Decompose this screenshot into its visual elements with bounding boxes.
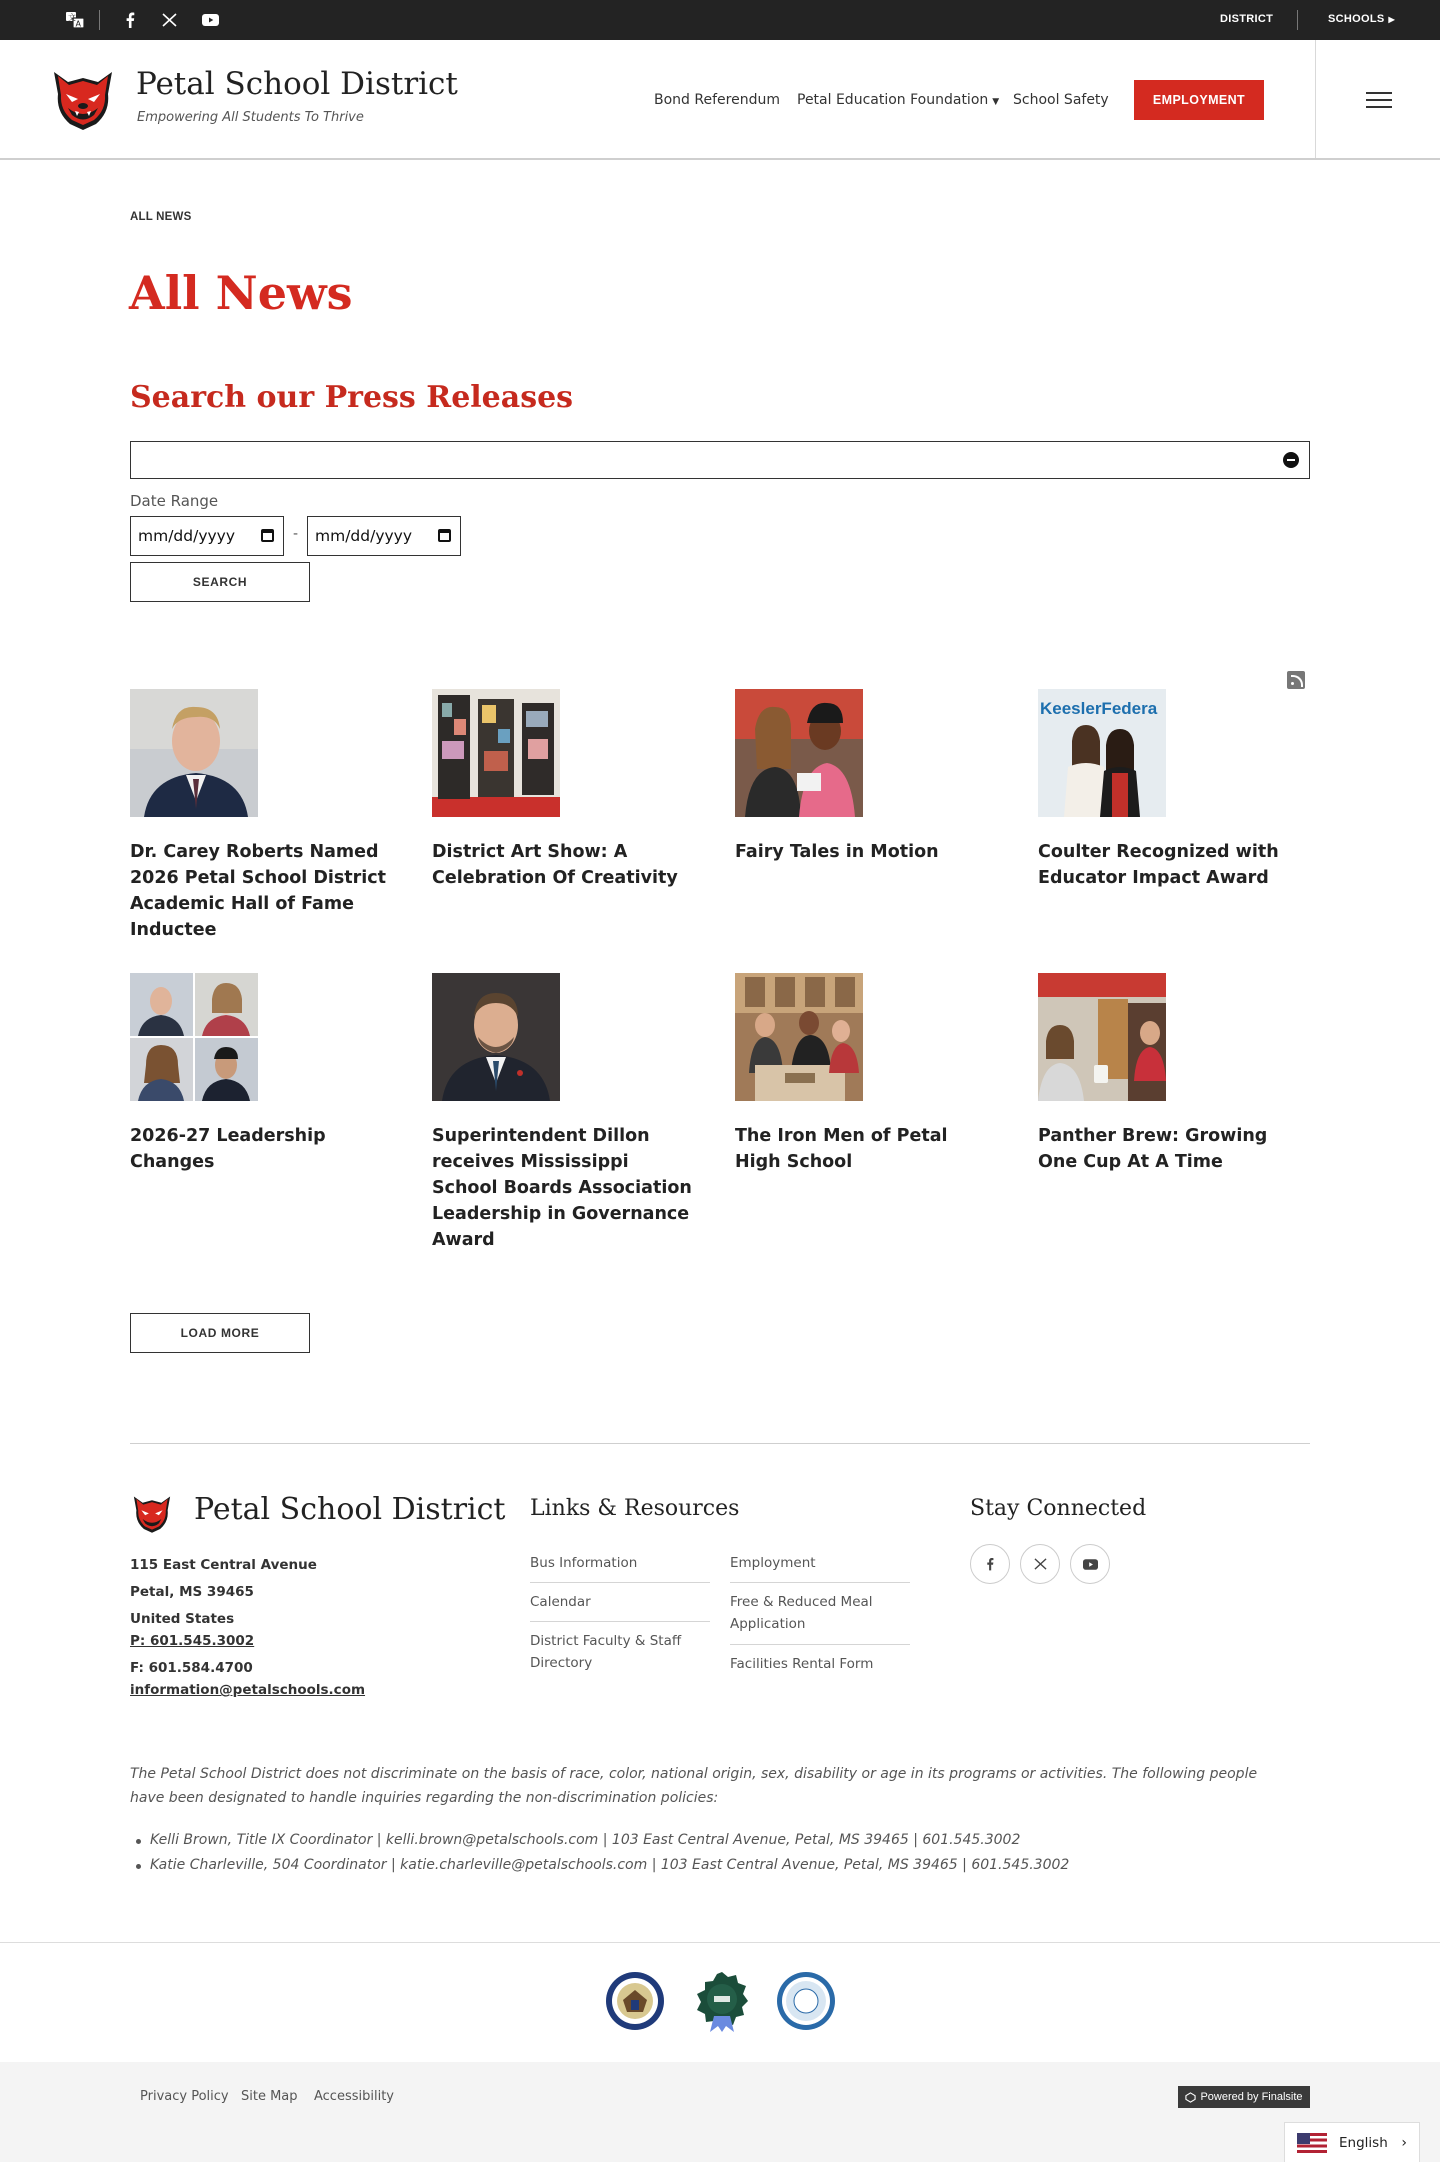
fax-number: F: 601.584.4700 [130, 1660, 253, 1676]
clear-icon[interactable] [1283, 452, 1299, 468]
nav-bond-referendum[interactable]: Bond Referendum [654, 92, 780, 108]
footer-logo[interactable] [130, 1494, 174, 1534]
start-date-input[interactable] [130, 516, 284, 556]
news-item[interactable] [432, 973, 692, 1253]
news-title[interactable]: Dr. Carey Roberts Named 2026 Petal School District Academic Hall of Fame Inductee [130, 842, 387, 940]
powered-by-label: Powered by Finalsite [1200, 2091, 1303, 2103]
site-map-link[interactable]: Site Map [241, 2089, 298, 2104]
footer-title: Petal School District [194, 1492, 506, 1527]
end-date-input[interactable] [307, 516, 461, 556]
seal-divider [0, 1942, 1440, 1943]
address-line-2: Petal, MS 39465 [130, 1584, 254, 1600]
nav-school-safety[interactable]: School Safety [1013, 92, 1109, 108]
address-line-1: 115 East Central Avenue [130, 1557, 317, 1573]
news-title[interactable]: Coulter Recognized with Educator Impact Award [1038, 842, 1279, 888]
footer-bottom-bar [0, 2062, 1440, 2162]
footer-x-icon[interactable] [1020, 1544, 1060, 1584]
title-ix-contact: Kelli Brown, Title IX Coordinator | kelli.brown@petalschools.com | 103 East Central Avenue, Petal, MS 39465 | 601.545.3002 [150, 1832, 1021, 1848]
news-item[interactable] [1038, 973, 1298, 1175]
footer-link-faculty-directory[interactable]: District Faculty & Staff Directory [530, 1633, 682, 1671]
address-country: United States [130, 1611, 235, 1627]
site-title[interactable]: Petal School District [136, 66, 458, 102]
footer-link-meal-application[interactable]: Free & Reduced Meal Application [730, 1594, 873, 1632]
news-title[interactable]: District Art Show: A Celebration Of Creativity [432, 842, 678, 888]
date-range-label: Date Range [130, 492, 219, 510]
employment-button[interactable]: EMPLOYMENT [1134, 80, 1264, 120]
news-thumbnail[interactable] [735, 689, 863, 817]
menu-divider [1315, 40, 1316, 158]
translate-icon[interactable] [66, 11, 84, 29]
search-button[interactable]: SEARCH [130, 562, 310, 602]
news-thumbnail[interactable] [130, 689, 258, 817]
language-selector[interactable] [1284, 2122, 1420, 2162]
news-thumbnail[interactable] [735, 973, 863, 1101]
calendar-icon[interactable] [438, 529, 451, 542]
news-thumbnail[interactable] [130, 973, 258, 1101]
news-item[interactable] [130, 973, 390, 1175]
x-icon[interactable] [160, 11, 178, 29]
footer-facebook-icon[interactable] [970, 1544, 1010, 1584]
footer-link-divider [730, 1644, 910, 1645]
thumb-banner-text: KeeslerFedera [1040, 699, 1158, 718]
search-field [130, 441, 1310, 479]
utility-bar [0, 0, 1440, 40]
date-placeholder: mm/dd/yyyy [138, 527, 236, 545]
footer-divider [130, 1443, 1310, 1444]
rss-icon[interactable] [1287, 671, 1305, 689]
youtube-icon[interactable] [201, 11, 219, 29]
footer-link-bus-information[interactable]: Bus Information [530, 1555, 638, 1571]
news-title[interactable]: The Iron Men of Petal High School [735, 1126, 948, 1172]
news-item[interactable] [130, 689, 390, 943]
schools-label: SCHOOLS [1328, 13, 1385, 25]
accreditation-seal[interactable] [776, 1970, 836, 2032]
department-of-education-seal[interactable] [605, 1970, 665, 2032]
menu-icon[interactable] [1366, 92, 1392, 108]
news-item[interactable] [432, 689, 692, 891]
phone-link[interactable]: P: 601.545.3002 [130, 1633, 255, 1649]
news-thumbnail[interactable] [1038, 973, 1166, 1101]
date-placeholder: mm/dd/yyyy [315, 527, 413, 545]
svg-text:A: A [75, 19, 81, 28]
footer-link-divider [530, 1582, 710, 1583]
news-title[interactable]: Superintendent Dillon receives Mississippi School Boards Association Leadership in Governance Award [432, 1126, 692, 1250]
news-item[interactable] [1038, 689, 1298, 891]
links-resources-heading: Links & Resources [530, 1496, 740, 1521]
calendar-icon[interactable] [261, 529, 274, 542]
section-504-contact: Katie Charleville, 504 Coordinator | katie.charleville@petalschools.com | 103 East Central Avenue, Petal, MS 39465 | 601.545.3002 [150, 1857, 1070, 1873]
us-flag-icon [1297, 2133, 1327, 2153]
search-heading: Search our Press Releases [130, 380, 574, 415]
news-title[interactable]: Panther Brew: Growing One Cup At A Time [1038, 1126, 1268, 1172]
breadcrumb[interactable]: ALL NEWS [130, 211, 192, 223]
site-tagline: Empowering All Students To Thrive [137, 110, 364, 125]
schools-dropdown[interactable] [1328, 13, 1395, 25]
nav-label: Petal Education Foundation [797, 92, 989, 108]
topbar-divider [99, 10, 100, 30]
footer-link-calendar[interactable]: Calendar [530, 1594, 591, 1610]
nav-petal-education-foundation[interactable] [797, 92, 999, 108]
load-more-button[interactable]: LOAD MORE [130, 1313, 310, 1353]
language-label: English [1339, 2134, 1388, 2151]
footer-link-divider [730, 1582, 910, 1583]
stay-connected-heading: Stay Connected [970, 1496, 1147, 1521]
news-title[interactable]: 2026-27 Leadership Changes [130, 1126, 326, 1172]
caret-down-icon: ▼ [992, 97, 1000, 107]
page-title: All News [129, 266, 353, 320]
district-link[interactable]: DISTRICT [1220, 13, 1274, 25]
site-header [0, 40, 1440, 160]
news-thumbnail[interactable] [1038, 689, 1166, 817]
finalsite-icon [1185, 2092, 1196, 2103]
news-thumbnail[interactable] [432, 973, 560, 1101]
accessibility-link[interactable]: Accessibility [314, 2089, 394, 2104]
svg-text:文: 文 [68, 13, 76, 22]
news-item[interactable] [735, 689, 995, 865]
facebook-icon[interactable] [121, 11, 139, 29]
search-input[interactable] [131, 442, 1309, 478]
news-title[interactable]: Fairy Tales in Motion [735, 842, 939, 862]
district-logo[interactable] [48, 68, 118, 132]
niche-award-badge[interactable] [692, 1970, 752, 2032]
news-item[interactable] [735, 973, 995, 1175]
date-separator: - [293, 526, 299, 542]
privacy-policy-link[interactable]: Privacy Policy [140, 2089, 229, 2104]
footer-link-facilities-rental[interactable]: Facilities Rental Form [730, 1656, 874, 1672]
topbar-divider [1297, 10, 1298, 30]
non-discrimination-statement: The Petal School District does not discriminate on the basis of race, color, national origin, sex, disability or age in its programs or activities. The following people have been designated to handle inquiries regarding the non-discrimination policies: [130, 1766, 1258, 1806]
news-thumbnail[interactable] [432, 689, 560, 817]
footer-link-employment[interactable]: Employment [730, 1555, 816, 1571]
email-link[interactable]: information@petalschools.com [130, 1682, 366, 1698]
chevron-right-icon: › [1401, 2135, 1407, 2151]
footer-youtube-icon[interactable] [1070, 1544, 1110, 1584]
caret-right-icon: ▶ [1388, 15, 1395, 24]
footer-link-divider [530, 1621, 710, 1622]
powered-by-finalsite[interactable] [1178, 2086, 1310, 2108]
